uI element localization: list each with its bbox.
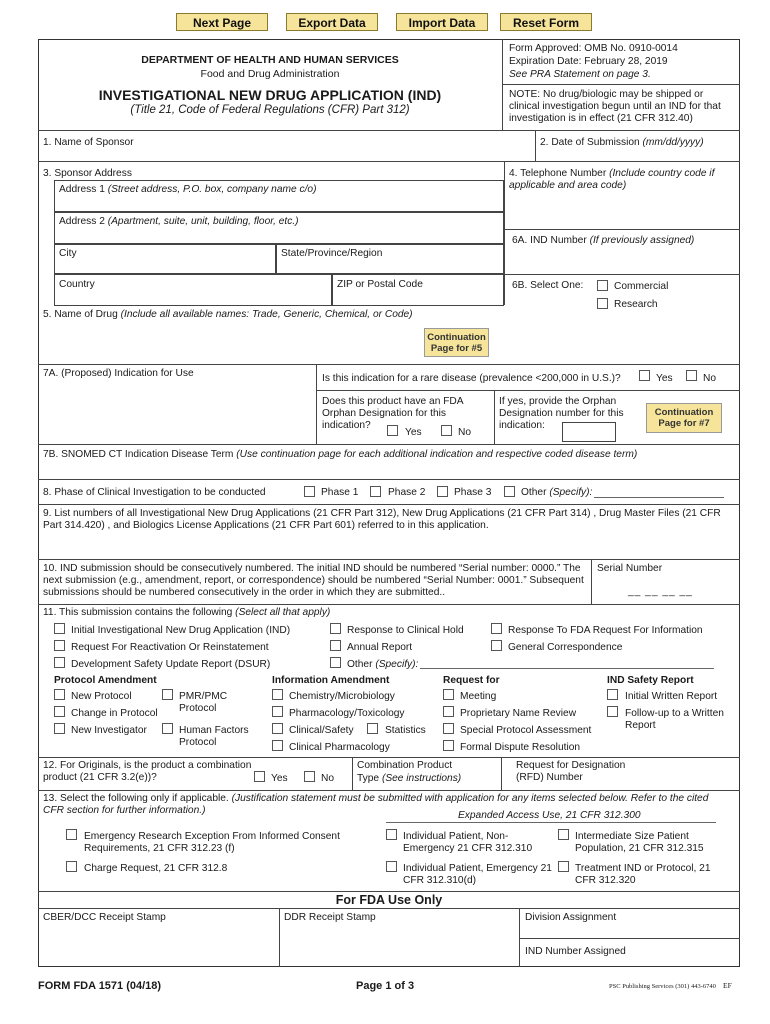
statistics-label: Statistics [385, 725, 426, 736]
spa-checkbox[interactable] [443, 723, 454, 734]
request-for-heading: Request for [443, 675, 500, 686]
form-title: INVESTIGATIONAL NEW DRUG APPLICATION (IND) [98, 87, 442, 103]
clinical-safety-checkbox[interactable] [272, 723, 283, 734]
next-page-button[interactable]: Next Page [176, 13, 268, 31]
initial-ind-label: Initial Investigational New Drug Application (IND) [71, 625, 291, 636]
clinical-pharmacology-checkbox[interactable] [272, 740, 283, 751]
dispute-resolution-label: Formal Dispute Resolution [460, 742, 581, 753]
proprietary-name-label: Proprietary Name Review [460, 708, 577, 719]
telephone-label: 4. Telephone Number (Include country code if applicable and area code) [509, 168, 715, 191]
initial-written-report-label: Initial Written Report [625, 691, 718, 702]
intermediate-size-label: Intermediate Size Patient Population, 21 CFR 312.315 [575, 831, 704, 854]
cber-stamp-label: CBER/DCC Receipt Stamp [43, 912, 166, 923]
country-label: Country [59, 279, 95, 290]
address2-label: Address 2 (Apartment, suite, unit, building, floor, etc.) [59, 216, 299, 227]
submission-contains-label: 11. This submission contains the following (Select all that apply) [43, 607, 331, 618]
pra-statement: See PRA Statement on page 3. [509, 69, 651, 80]
drug-name-label: 5. Name of Drug (Include all available names: Trade, Generic, Chemical, or Code) [43, 309, 413, 320]
import-data-button[interactable]: Import Data [396, 13, 488, 31]
new-investigator-label: New Investigator [71, 725, 147, 736]
note-text: NOTE: No drug/biologic may be shipped or clinical investigation begun until an IND for that investigation is in effect (21 CFR 312.40) [509, 89, 721, 124]
research-checkbox[interactable] [597, 298, 608, 309]
form-subtitle: (Title 21, Code of Federal Regulations (CFR) Part 312) [130, 104, 410, 116]
commercial-checkbox[interactable] [597, 280, 608, 291]
pharmacology-label: Pharmacology/Toxicology [289, 708, 405, 719]
other-submission-checkbox[interactable] [330, 657, 341, 668]
charge-request-label: Charge Request, 21 CFR 312.8 [84, 863, 228, 874]
new-investigator-checkbox[interactable] [54, 723, 65, 734]
indication-label: 7A. (Proposed) Indication for Use [43, 368, 194, 379]
expiration-date: Expiration Date: February 28, 2019 [509, 56, 668, 67]
rfd-number-label: Request for Designation (RFD) Number [516, 760, 626, 783]
rare-no-label: No [703, 373, 717, 384]
phase-1-label: Phase 1 [321, 487, 359, 498]
emergency-exception-checkbox[interactable] [66, 829, 77, 840]
serial-number-label: Serial Number [597, 563, 663, 574]
ef-mark: EF [723, 981, 732, 990]
statistics-checkbox[interactable] [367, 723, 378, 734]
department-name: DEPARTMENT OF HEALTH AND HUMAN SERVICES [141, 54, 399, 66]
human-factors-label: Human Factors Protocol [179, 725, 249, 748]
phase-other-checkbox[interactable] [504, 486, 515, 497]
initial-ind-checkbox[interactable] [54, 623, 65, 634]
address1-label: Address 1 (Street address, P.O. box, company name c/o) [59, 184, 317, 195]
annual-report-checkbox[interactable] [330, 640, 341, 651]
reactivation-checkbox[interactable] [54, 640, 65, 651]
change-protocol-label: Change in Protocol [71, 708, 158, 719]
combo-no-checkbox[interactable] [304, 771, 315, 782]
zip-label: ZIP or Postal Code [337, 279, 423, 290]
city-field[interactable] [54, 244, 276, 274]
individual-emergency-checkbox[interactable] [386, 861, 397, 872]
orphan-no-checkbox[interactable] [441, 425, 452, 436]
form-number: FORM FDA 1571 (04/18) [38, 980, 162, 992]
general-correspondence-checkbox[interactable] [491, 640, 502, 651]
city-label: City [59, 248, 77, 259]
country-field[interactable] [54, 274, 332, 306]
safety-report-heading: IND Safety Report [607, 675, 694, 686]
combination-product-question: 12. For Originals, is the product a combination product (21 CFR 3.2(e))? [43, 760, 252, 783]
proprietary-name-checkbox[interactable] [443, 706, 454, 717]
clinical-pharmacology-label: Clinical Pharmacology [289, 742, 390, 753]
reactivation-label: Request For Reactivation Or Reinstatement [71, 642, 269, 653]
submission-date-label: 2. Date of Submission (mm/dd/yyyy) [540, 137, 704, 148]
information-amendment-heading: Information Amendment [272, 675, 390, 686]
state-label: State/Province/Region [281, 248, 383, 259]
intermediate-size-checkbox[interactable] [558, 829, 569, 840]
spa-label: Special Protocol Assessment [460, 725, 592, 736]
phase-2-label: Phase 2 [388, 487, 426, 498]
general-correspondence-label: General Correspondence [508, 642, 623, 653]
other-submission-input[interactable] [420, 668, 714, 669]
combo-yes-label: Yes [271, 773, 288, 784]
expanded-access-label: Expanded Access Use, 21 CFR 312.300 [458, 810, 641, 821]
treatment-ind-checkbox[interactable] [558, 861, 569, 872]
treatment-ind-label: Treatment IND or Protocol, 21 CFR 312.320 [575, 863, 711, 886]
reset-form-button[interactable]: Reset Form [500, 13, 592, 31]
ddr-stamp-label: DDR Receipt Stamp [284, 912, 376, 923]
phase-3-checkbox[interactable] [437, 486, 448, 497]
individual-non-emergency-label: Individual Patient, Non-Emergency 21 CFR 312.310 [403, 831, 533, 854]
meeting-label: Meeting [460, 691, 497, 702]
commercial-label: Commercial [614, 281, 669, 292]
rare-no-checkbox[interactable] [686, 370, 697, 381]
phase-3-label: Phase 3 [454, 487, 492, 498]
dsur-checkbox[interactable] [54, 657, 65, 668]
continuation-page-7-button[interactable]: Continuation Page for #7 [646, 403, 722, 433]
rare-yes-checkbox[interactable] [639, 370, 650, 381]
orphan-number-field[interactable] [562, 422, 616, 442]
individual-emergency-label: Individual Patient, Emergency 21 CFR 312.310(d) [403, 863, 552, 886]
clinical-hold-label: Response to Clinical Hold [347, 625, 464, 636]
research-label: Research [614, 299, 658, 310]
rare-disease-question: Is this indication for a rare disease (prevalence <200,000 in U.S.)? [322, 373, 621, 384]
orphan-yes-checkbox[interactable] [387, 425, 398, 436]
change-protocol-checkbox[interactable] [54, 706, 65, 717]
charge-request-checkbox[interactable] [66, 861, 77, 872]
initial-written-report-checkbox[interactable] [607, 689, 618, 700]
new-protocol-label: New Protocol [71, 691, 132, 702]
application-numbers-label: 9. List numbers of all Investigational New Drug Applications (21 CFR Part 312), New Drug Applications (21 CFR Part 314) , Drug Master Files (21 CFR Part 314.420) , and Biologics License Applications (21 CFR Part 601) referred to in this application. [43, 508, 721, 531]
phase-label: 8. Phase of Clinical Investigation to be conducted [43, 487, 266, 498]
other-submission-label: Other (Specify): [347, 659, 419, 670]
chemistry-checkbox[interactable] [272, 689, 283, 700]
continuation-page-5-button[interactable]: Continuation Page for #5 [424, 328, 489, 357]
agency-name: Food and Drug Administration [200, 68, 340, 80]
dsur-label: Development Safety Update Report (DSUR) [71, 659, 271, 670]
fda-request-checkbox[interactable] [491, 623, 502, 634]
page-number: Page 1 of 3 [356, 980, 415, 992]
clinical-hold-checkbox[interactable] [330, 623, 341, 634]
human-factors-checkbox[interactable] [162, 723, 173, 734]
fda-use-heading: For FDA Use Only [335, 893, 443, 907]
ind-number-label: 6A. IND Number (If previously assigned) [512, 235, 695, 246]
serial-instructions: 10. IND submission should be consecutively numbered. The initial IND should be numbered “Serial number: 0000.” The next submission (e.g., amendment, report, or correspondence) should be numbered “Serial Number: 0001.” Subsequent submissions should be numbered consecutively in the order in which they are submitted.. [43, 563, 584, 598]
orphan-yes-label: Yes [405, 427, 422, 438]
orphan-designation-question: Does this product have an FDA Orphan Designation for this indication? [322, 396, 464, 431]
protocol-amendment-heading: Protocol Amendment [54, 675, 157, 686]
pharmacology-checkbox[interactable] [272, 706, 283, 717]
orphan-number-label: If yes, provide the Orphan Designation number for this indication: [499, 396, 624, 431]
combination-type-hint: Type (See instructions) [357, 773, 462, 784]
phase-2-checkbox[interactable] [370, 486, 381, 497]
followup-report-label: Follow-up to a Written Report [625, 708, 724, 731]
rare-yes-label: Yes [656, 373, 673, 384]
meeting-checkbox[interactable] [443, 689, 454, 700]
snomed-label: 7B. SNOMED CT Indication Disease Term (Use continuation page for each additional indication and respective coded disease term) [43, 449, 638, 460]
combination-type-label: Combination Product [357, 760, 453, 771]
sponsor-name-label: 1. Name of Sponsor [43, 137, 134, 148]
publisher-credit: PSC Publishing Services (301) 443-6740 [609, 983, 716, 990]
omb-number: Form Approved: OMB No. 0910-0014 [509, 43, 678, 54]
combo-yes-checkbox[interactable] [254, 771, 265, 782]
new-protocol-checkbox[interactable] [54, 689, 65, 700]
division-assignment-label: Division Assignment [525, 912, 617, 923]
fda-request-label: Response To FDA Request For Information [508, 625, 703, 636]
individual-non-emergency-checkbox[interactable] [386, 829, 397, 840]
phase-other-label: Other (Specify): [521, 487, 593, 498]
expanded-access-instructions: 13. Select the following only if applicable. (Justification statement must be submitted with application for any items selected below. Refer to the cited CFR section for further information.) [43, 793, 709, 816]
clinical-safety-label: Clinical/Safety [289, 725, 354, 736]
phase-other-input[interactable] [594, 497, 724, 498]
emergency-exception-label: Emergency Research Exception From Informed Consent Requirements, 21 CFR 312.23 (f) [84, 831, 340, 854]
select-one-label: 6B. Select One: [512, 280, 584, 291]
export-data-button[interactable]: Export Data [286, 13, 378, 31]
dispute-resolution-checkbox[interactable] [443, 740, 454, 751]
phase-1-checkbox[interactable] [304, 486, 315, 497]
pmr-pmc-checkbox[interactable] [162, 689, 173, 700]
orphan-no-label: No [458, 427, 472, 438]
followup-report-checkbox[interactable] [607, 706, 618, 717]
combo-no-label: No [321, 773, 335, 784]
serial-number-field[interactable]: __ __ __ __ [628, 586, 693, 597]
sponsor-address-label: 3. Sponsor Address [43, 168, 132, 179]
pmr-pmc-label: PMR/PMC Protocol [179, 691, 228, 714]
chemistry-label: Chemistry/Microbiology [289, 691, 395, 702]
ind-number-assigned-label: IND Number Assigned [525, 946, 626, 957]
annual-report-label: Annual Report [347, 642, 413, 653]
